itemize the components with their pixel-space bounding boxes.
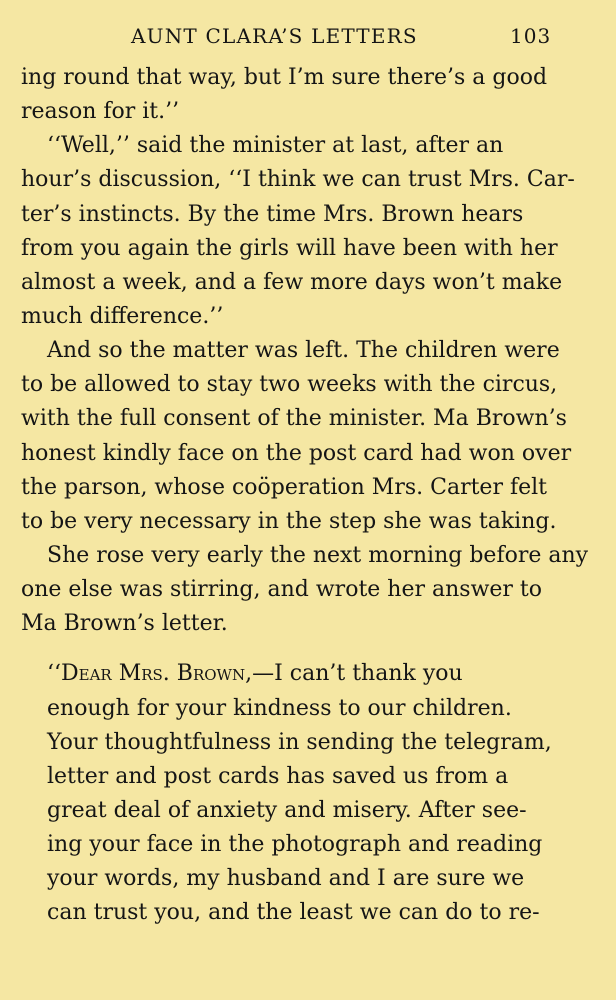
text-line: great deal of anxiety and misery. After see- — [47, 797, 527, 823]
page-number: 103 — [510, 24, 552, 48]
page-header — [0, 24, 616, 52]
body-text — [21, 61, 589, 931]
text-line: almost a week, and a few more days won’t make — [21, 269, 563, 295]
text-line: Your thoughtfulness in sending the telegram, — [47, 729, 552, 755]
text-line: honest kindly face on the post card had won over — [21, 440, 572, 466]
text-line: one else was stirring, and wrote her answer to — [21, 577, 543, 603]
running-title: AUNT CLARA’S LETTERS — [131, 24, 418, 48]
text-line: much difference.’’ — [21, 303, 224, 329]
text-line: from you again the girls will have been with her — [21, 235, 558, 261]
text-line: She rose very early the next morning before any — [47, 542, 589, 568]
text-line: ter’s instincts. By the time Mrs. Brown hears — [21, 201, 524, 227]
paragraph — [21, 129, 575, 334]
text-line: Ma Brown’s letter. — [21, 611, 228, 637]
text-line: can trust you, and the least we can do to re- — [47, 900, 540, 926]
text-line: to be allowed to stay two weeks with the circus, — [21, 372, 558, 398]
text-line: your words, my husband and I are sure we — [47, 866, 525, 892]
letter-line-start: —I can’t thank you — [252, 661, 463, 687]
letter-first-line — [21, 657, 549, 691]
paragraph — [21, 539, 589, 641]
spacer — [21, 641, 549, 657]
text-line: the parson, whose coöperation Mrs. Carter felt — [21, 474, 548, 500]
text-line: hour’s discussion, ‘‘I think we can trust Mrs. Car- — [21, 167, 575, 193]
text-line: ing round that way, but I’m sure there’s a good — [21, 65, 548, 90]
text-line: with the full consent of the minister. Ma Brown’s — [21, 406, 567, 432]
letter-salutation: ‘‘Dear Mrs. Brown, — [47, 661, 253, 687]
paragraph — [21, 61, 549, 129]
text-line: ‘‘Well,’’ said the minister at last, after an — [47, 133, 504, 159]
text-line: enough for your kindness to our children. — [47, 695, 512, 721]
text-line: letter and post cards has saved us from a — [47, 763, 509, 789]
text-line: ing your face in the photograph and reading — [47, 832, 543, 858]
text-line: to be very necessary in the step she was taking. — [21, 508, 557, 534]
text-line: reason for it.’’ — [21, 99, 180, 125]
paragraph — [21, 334, 572, 539]
quoted-letter — [21, 657, 552, 930]
text-line: And so the matter was left. The children were — [47, 338, 560, 364]
